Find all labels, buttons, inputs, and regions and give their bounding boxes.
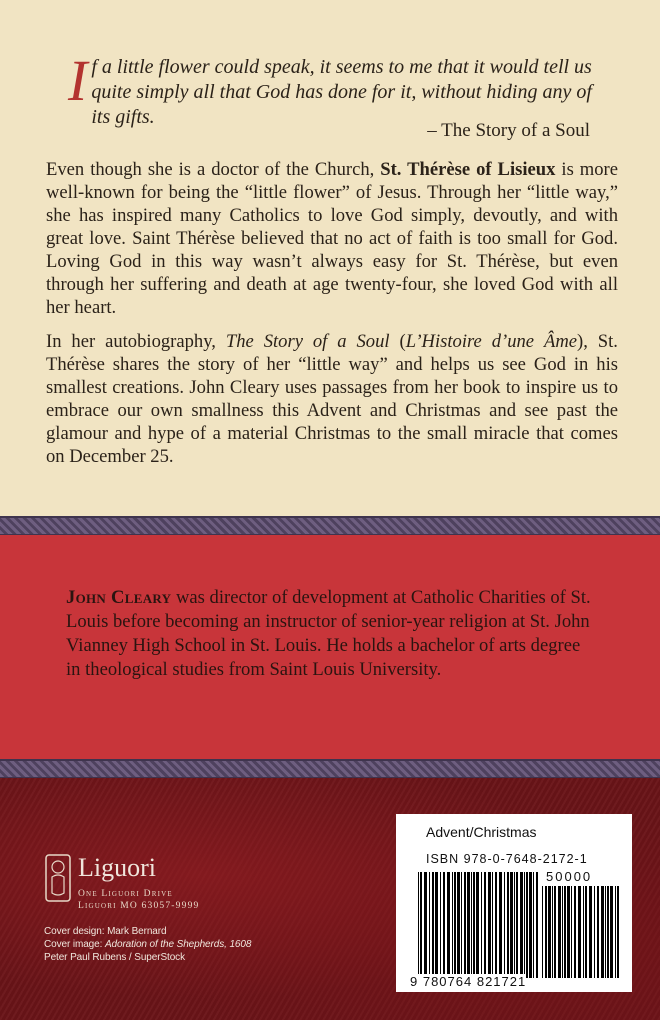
publisher-panel [0, 778, 660, 1020]
p2-text-c: ), St. Thérèse shares the story of her “little way” and helps us see God in his smallest creations. John Cleary uses passages from her book to inspire us to embrace our own smallness this Advent and Christmas and see past the glamour and hype of a material Christmas to the small miracle that comes on December 25. [46, 331, 618, 467]
quote-attribution: – The Story of a Soul [427, 120, 590, 141]
publisher-name: Liguori [78, 853, 156, 882]
author-bio-text: was director of development at Catholic Charities of St. Louis before becoming an instructor of senior-year religion at St. John Vianney High School in St. Louis. He holds a bachelor of arts degree in theological studies from Saint Louis University. [66, 587, 591, 680]
cover-image-prefix: Cover image: [44, 939, 105, 950]
publisher-logo [44, 853, 244, 923]
cover-image-title: Adoration of the Shepherds, 1608 [104, 939, 252, 950]
ean-digits: 9 780764 821721 [410, 974, 527, 989]
p2-text-a: In her autobiography, [46, 331, 226, 352]
book-title-french: L’Histoire d’une Âme [405, 331, 578, 352]
p1-text-b: is more well-known for being the “little flower” of Jesus. Through her “little way,” she has inspired many Catholics to love God simply, devoutly, and with great love. Saint Thérèse believed that no act of faith is too small for God. Loving God in this way wasn’t always easy for St. Thérèse, but even through her suffering and death at age twenty-four, she loved God with all her heart. [46, 159, 618, 318]
decorative-band-bottom [0, 759, 660, 779]
barcode-box [396, 814, 632, 992]
addon-barcode-icon [542, 886, 620, 978]
description-paragraph-1 [46, 158, 618, 319]
dropcap: I [68, 48, 88, 113]
author-bio [66, 586, 596, 682]
author-name: John Cleary [66, 587, 172, 608]
epigraph-quote [68, 48, 593, 130]
cover-credits [44, 925, 251, 964]
ean-barcode-icon [418, 872, 538, 978]
publisher-address [78, 888, 199, 912]
liguori-emblem-icon [44, 853, 72, 903]
addon-digits: 50000 [546, 869, 593, 884]
saint-name: St. Thérèse of Lisieux [380, 159, 556, 180]
address-line-2: Liguori MO 63057-9999 [78, 901, 200, 911]
cover-design-credit: Cover design: Mark Bernard [44, 926, 167, 937]
quote-text: f a little flower could speak, it seems to me that it would tell us quite simply all that God has done for it, without hiding any of its gifts. [91, 56, 592, 128]
p1-text-a: Even though she is a doctor of the Church, [46, 159, 381, 180]
isbn-text: ISBN 978-0-7648-2172-1 [426, 852, 588, 866]
p2-text-b: ( [389, 331, 406, 352]
artist-credit: Peter Paul Rubens / SuperStock [44, 952, 185, 963]
decorative-band-top [0, 516, 660, 536]
book-title: The Story of a Soul [225, 331, 390, 352]
address-line-1: One Liguori Drive [78, 889, 173, 899]
book-description [46, 158, 618, 479]
author-panel [0, 535, 660, 759]
cover-image-credit [44, 938, 251, 951]
description-paragraph-2 [46, 330, 618, 468]
category-label: Advent/Christmas [426, 824, 537, 840]
